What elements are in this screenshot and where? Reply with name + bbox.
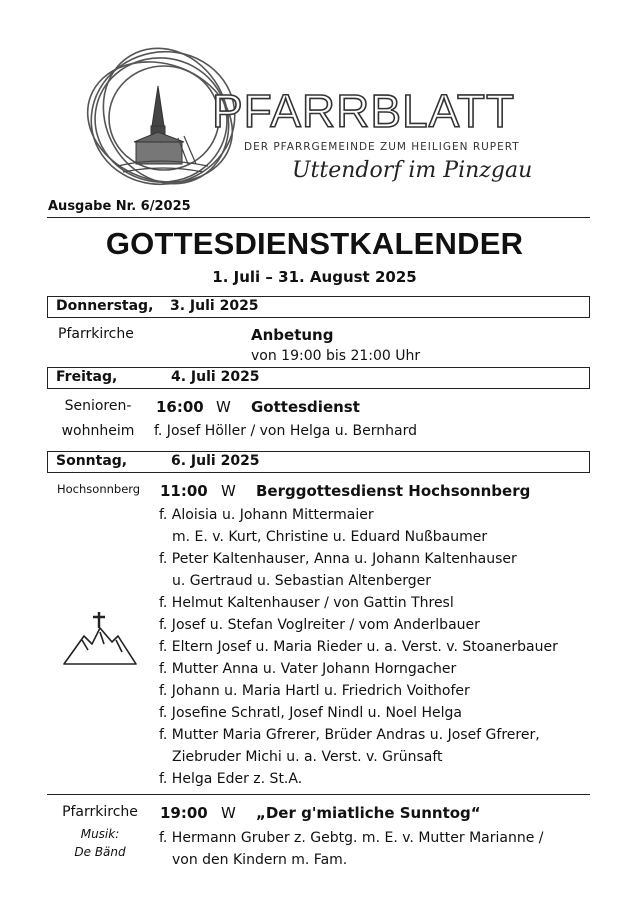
- service-event: „Der g'miatliche Sunntog“: [256, 804, 481, 822]
- page-title: GOTTESDIENSTKALENDER: [105, 226, 524, 261]
- day-date: 4. Juli 2025: [171, 369, 260, 385]
- service-location: Pfarrkirche: [62, 804, 138, 820]
- intention-line: f. Josefine Schratl, Josef Nindl u. Noel Helga: [159, 705, 462, 721]
- service-event: Anbetung: [251, 326, 334, 344]
- day-name: Freitag,: [56, 369, 118, 385]
- intention-line: f. Johann u. Maria Hartl u. Friedrich Voithofer: [159, 683, 470, 699]
- service-code: W: [216, 398, 231, 416]
- intention-line: f. Eltern Josef u. Maria Rieder u. a. Verst. v. Stoanerbauer: [159, 639, 558, 655]
- intention-line: f. Josef Höller / von Helga u. Bernhard: [154, 423, 417, 439]
- intention-line: f. Aloisia u. Johann Mittermaier: [159, 507, 374, 523]
- header-rule: [47, 217, 590, 218]
- service-time: 16:00: [156, 398, 204, 416]
- intention-line: f. Mutter Anna u. Vater Johann Horngacher: [159, 661, 457, 677]
- service-code: W: [221, 804, 236, 822]
- service-event: Gottesdienst: [251, 398, 360, 416]
- intention-line: f. Hermann Gruber z. Gebtg. m. E. v. Mutter Marianne /: [159, 830, 544, 846]
- day-date: 6. Juli 2025: [171, 453, 260, 469]
- service-location: Hochsonnberg: [57, 482, 141, 496]
- brand-subtitle: DER PFARRGEMEINDE ZUM HEILIGEN RUPERT: [244, 141, 520, 153]
- service-time: 19:00: [160, 804, 208, 822]
- day-name: Donnerstag,: [56, 298, 154, 314]
- brand-place: Uttendorf im Pinzgau: [292, 158, 533, 183]
- day-date: 3. Juli 2025: [170, 298, 259, 314]
- service-time-info: von 19:00 bis 21:00 Uhr: [251, 348, 421, 364]
- issue-number: Ausgabe Nr. 6/2025: [48, 199, 191, 214]
- intention-line: f. Josef u. Stefan Voglreiter / vom Anderlbauer: [159, 617, 480, 633]
- day-header-thursday: [47, 296, 590, 318]
- service-location-line: wohnheim: [61, 423, 135, 439]
- service-code: W: [221, 482, 236, 500]
- service-location-line: Senioren-: [64, 398, 132, 414]
- service-divider: [47, 794, 590, 795]
- intention-line: f. Helmut Kaltenhauser / von Gattin Thresl: [159, 595, 454, 611]
- intention-line: Ziebruder Michi u. a. Verst. v. Grünsaft: [172, 749, 443, 765]
- intention-line: f. Mutter Maria Gfrerer, Brüder Andras u. Josef Gfrerer,: [159, 727, 540, 743]
- mountain-cross-icon: [62, 610, 138, 668]
- intention-line: f. Peter Kaltenhauser, Anna u. Johann Kaltenhauser: [159, 551, 517, 567]
- intention-line: u. Gertraud u. Sebastian Altenberger: [172, 573, 432, 589]
- intention-line: von den Kindern m. Fam.: [172, 852, 348, 868]
- day-header-sunday: [47, 451, 590, 473]
- intention-line: m. E. v. Kurt, Christine u. Eduard Nußbaumer: [172, 529, 488, 545]
- music-label: Musik:: [80, 827, 120, 841]
- brand-title: PFARRBLATT: [212, 85, 516, 137]
- day-name: Sonntag,: [56, 453, 128, 469]
- date-range: 1. Juli – 31. August 2025: [212, 268, 417, 286]
- service-location: Pfarrkirche: [58, 326, 134, 342]
- day-header-friday: [47, 367, 590, 389]
- service-event: Berggottesdienst Hochsonnberg: [256, 482, 531, 500]
- intention-line: f. Helga Eder z. St.A.: [159, 771, 303, 787]
- service-time: 11:00: [160, 482, 208, 500]
- music-group: De Bänd: [74, 845, 126, 859]
